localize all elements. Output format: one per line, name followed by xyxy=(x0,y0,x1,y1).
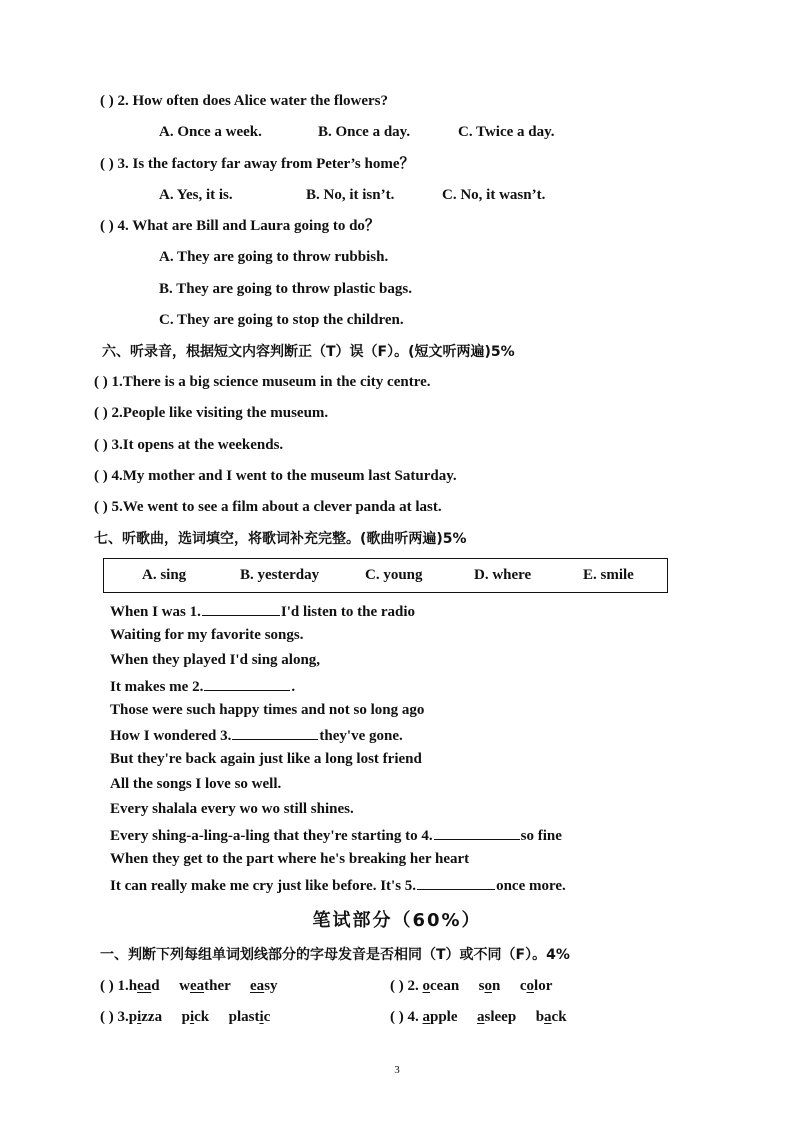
section-7-heading: 七、听歌曲，选词填空，将歌词补充完整。(歌曲听两遍)5% xyxy=(94,531,467,547)
phonics-item-4 xyxy=(390,1008,567,1026)
lyric-text: How I wondered 3. xyxy=(110,728,232,744)
lyric-text: once more. xyxy=(496,878,566,894)
word: back xyxy=(535,1009,567,1025)
answer-paren[interactable]: ( ) xyxy=(100,156,114,172)
item-text: 3.It opens at the weekends. xyxy=(111,437,284,453)
answer-paren[interactable]: ( ) xyxy=(94,437,108,453)
lyric-line-11: When they get to the part where he's breaking her heart xyxy=(110,851,470,867)
lyric-text: It can really make me cry just like before. It's 5. xyxy=(110,878,417,894)
blank-3[interactable] xyxy=(232,725,318,740)
word-option-c: C. young xyxy=(365,567,423,583)
item-text: 4.My mother and I went to the museum last Saturday. xyxy=(111,468,457,484)
question-2 xyxy=(100,92,388,110)
lyric-line-1 xyxy=(110,601,415,621)
phonics-item-1 xyxy=(100,977,278,995)
item-number: 3. xyxy=(117,1009,129,1025)
lyric-text: I'd listen to the radio xyxy=(280,604,416,620)
phonics-item-2 xyxy=(390,977,552,995)
lyric-text: Every shing-a-ling-a-ling that they're starting to 4. xyxy=(110,828,433,844)
answer-paren[interactable]: ( ) xyxy=(100,218,114,234)
word: easy xyxy=(250,978,278,994)
item-number: 1. xyxy=(117,978,129,994)
question-3 xyxy=(100,155,415,173)
answer-paren[interactable]: ( ) xyxy=(94,405,108,421)
lyric-line-5: Those were such happy times and not so long ago xyxy=(110,702,425,718)
lyric-line-4 xyxy=(110,676,295,696)
lyric-line-3: When they played I'd sing along, xyxy=(110,652,321,668)
answer-paren[interactable]: ( ) xyxy=(390,1009,404,1025)
word: ocean xyxy=(422,978,460,994)
option-c: C. They are going to stop the children. xyxy=(159,312,404,328)
page-number: 3 xyxy=(394,1064,400,1076)
lyric-line-10 xyxy=(110,825,562,845)
option-c: C. Twice a day. xyxy=(458,124,555,140)
blank-2[interactable] xyxy=(204,676,290,691)
word: son xyxy=(478,978,501,994)
item-number: 4. xyxy=(407,1009,423,1025)
lyric-line-8: All the songs I love so well. xyxy=(110,776,282,792)
answer-paren[interactable]: ( ) xyxy=(100,93,114,109)
word-option-d: D. where xyxy=(474,567,532,583)
option-a: A. Once a week. xyxy=(159,124,262,140)
word-option-a: A. sing xyxy=(142,567,187,583)
option-b: B. They are going to throw plastic bags. xyxy=(159,281,412,297)
question-text: 3. Is the factory far away from Peter’s home？ xyxy=(117,156,415,172)
tf-item-1 xyxy=(94,373,430,391)
option-a: A. Yes, it is. xyxy=(159,187,233,203)
lyric-text: It makes me 2. xyxy=(110,679,204,695)
item-text: 2.People like visiting the museum. xyxy=(111,405,329,421)
tf-item-5 xyxy=(94,498,442,516)
blank-4[interactable] xyxy=(434,825,520,840)
answer-paren[interactable]: ( ) xyxy=(390,978,404,994)
item-text: 5.We went to see a film about a clever panda at last. xyxy=(111,499,442,515)
word-option-e: E. smile xyxy=(583,567,634,583)
lyric-text: . xyxy=(291,679,296,695)
blank-5[interactable] xyxy=(417,875,495,890)
blank-1[interactable] xyxy=(202,601,280,616)
question-text: 4. What are Bill and Laura going to do？ xyxy=(117,218,380,234)
lyric-text: When I was 1. xyxy=(110,604,201,620)
lyric-line-12 xyxy=(110,875,566,895)
section-6-heading: 六、听录音，根据短文内容判断正（T）误（F）。(短文听两遍)5% xyxy=(102,344,515,360)
section-1-heading: 一、判断下列每组单词划线部分的字母发音是否相同（T）或不同（F）。4% xyxy=(100,947,570,963)
word-option-b: B. yesterday xyxy=(240,567,320,583)
item-number: 2. xyxy=(407,978,423,994)
lyric-line-7: But they're back again just like a long lost friend xyxy=(110,751,422,767)
lyric-line-2: Waiting for my favorite songs. xyxy=(110,627,304,643)
answer-paren[interactable]: ( ) xyxy=(100,1009,114,1025)
option-a: A. They are going to throw rubbish. xyxy=(159,249,389,265)
answer-paren[interactable]: ( ) xyxy=(94,374,108,390)
word: pick xyxy=(181,1009,210,1025)
phonics-item-3 xyxy=(100,1008,270,1026)
word: apple xyxy=(422,1009,458,1025)
word-bank-box xyxy=(103,558,668,593)
lyric-text: they've gone. xyxy=(319,728,403,744)
word: pizza xyxy=(128,1009,163,1025)
option-b: B. No, it isn’t. xyxy=(306,187,395,203)
word: plastic xyxy=(228,1009,271,1025)
option-c: C. No, it wasn’t. xyxy=(442,187,546,203)
word: color xyxy=(519,978,553,994)
word: weather xyxy=(179,978,231,994)
written-part-title: 笔试部分（60%） xyxy=(312,910,482,931)
tf-item-3 xyxy=(94,436,283,454)
tf-item-4 xyxy=(94,467,457,485)
tf-item-2 xyxy=(94,404,328,422)
lyric-line-6 xyxy=(110,725,403,745)
answer-paren[interactable]: ( ) xyxy=(94,468,108,484)
question-text: 2. How often does Alice water the flowers? xyxy=(117,93,388,109)
lyric-text: so fine xyxy=(520,828,562,844)
option-b: B. Once a day. xyxy=(318,124,411,140)
word: asleep xyxy=(477,1009,517,1025)
answer-paren[interactable]: ( ) xyxy=(100,978,114,994)
answer-paren[interactable]: ( ) xyxy=(94,499,108,515)
word: head xyxy=(128,978,160,994)
item-text: 1.There is a big science museum in the city centre. xyxy=(111,374,431,390)
question-4 xyxy=(100,217,380,235)
lyric-line-9: Every shalala every wo wo still shines. xyxy=(110,801,354,817)
